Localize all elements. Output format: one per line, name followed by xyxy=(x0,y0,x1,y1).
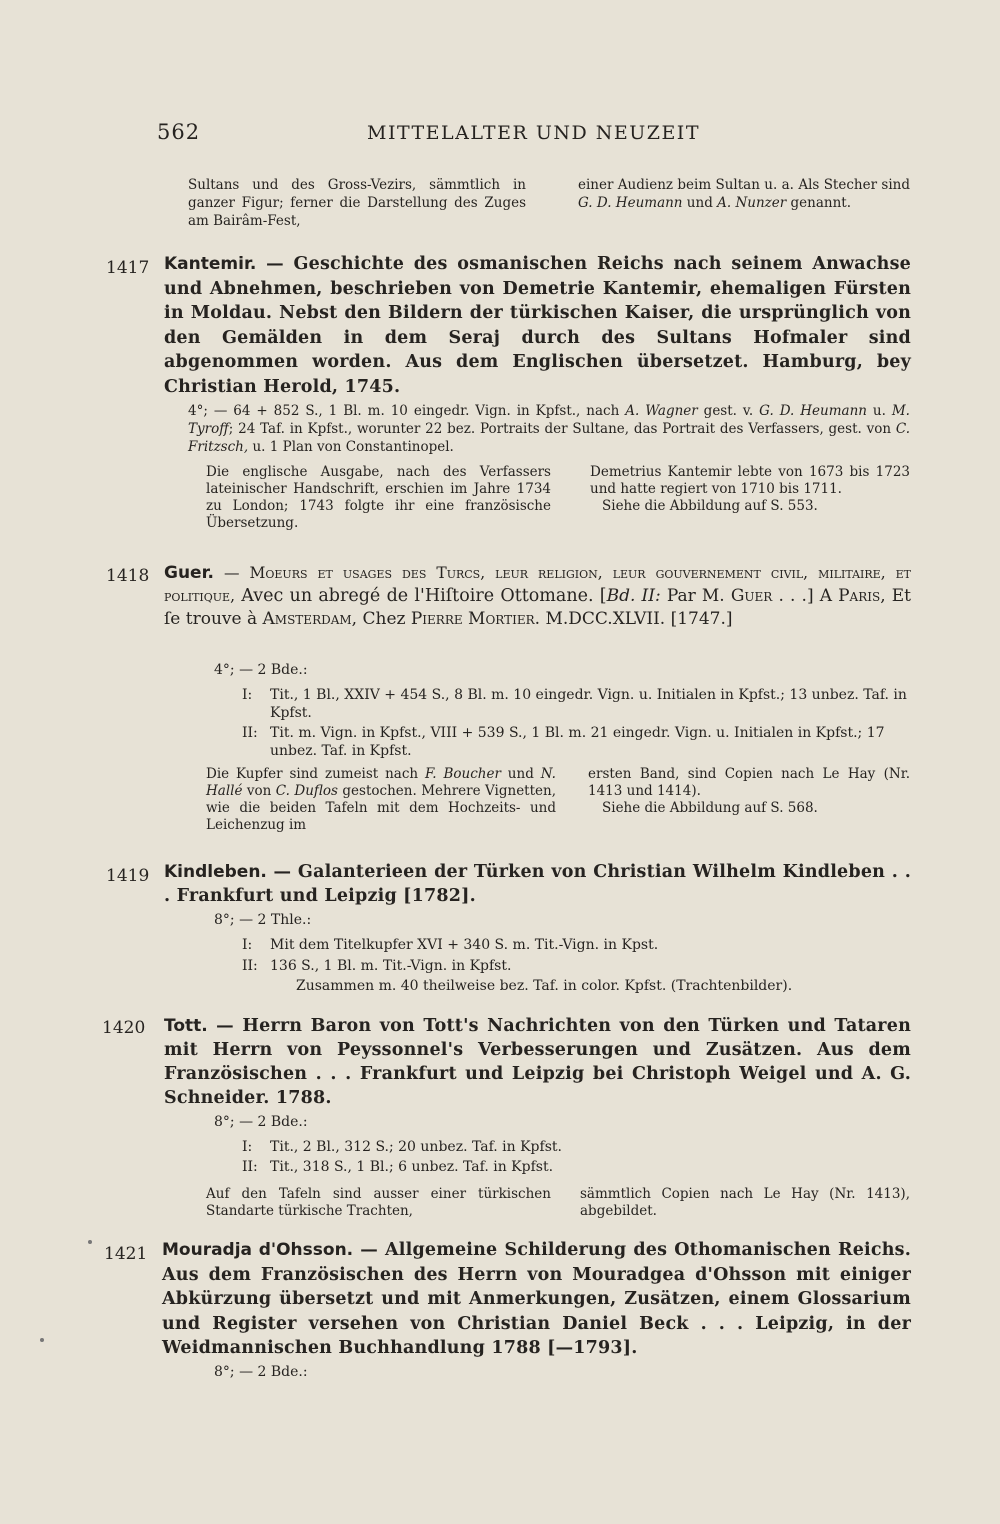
continuation-note xyxy=(188,176,910,236)
running-header xyxy=(157,120,907,154)
entry-heading xyxy=(164,860,911,908)
print-mark xyxy=(88,1240,92,1244)
entry-number: 1417 xyxy=(106,258,150,278)
entry-1420: 1420 Tott. — Herrn Baron von Tott's Nachrichten von den Türken und Tataren mit Herrn von Peyssonnel's Verbesserungen und Zusätzen. Aus dem Französischen . . . Frankfurt und Leipzig bei Christoph Weigel und A. G. Schneider. 1788. 8°; — 2 Bde.: I: Tit., 2 Bl., 312 S.; 20 unbez. Taf. in Kpfst. II: Tit., 318 S., 1 Bl.; 6 unbez. Taf. in Kpfst. Auf den Tafeln sind ausser einer türkischen Standarte türkische Trachten, sämmtlich Copien nach Le Hay (Nr. 1413), abgebildet. xyxy=(106,1014,911,1229)
entry-1419: 1419 Kindleben. — Galanterieen der Türken von Christian Wilhelm Kindleben . . . Frankfurt und Leipzig [1782]. 8°; — 2 Thle.: I: Mit dem Titelkupfer XVI + 340 S. m. Tit.-Vign. in Kpst. II: 136 S., 1 Bl. m. Tit.-Vign. in Kpfst. Zusammen m. 40 theilweise bez. Taf. in color. Kpfst. (Trachtenbilder). xyxy=(106,862,911,994)
running-title: MITTELALTER UND NEUZEIT xyxy=(367,122,700,144)
entry-summary: Zusammen m. 40 theilweise bez. Taf. in color. Kpfst. (Trachtenbilder). xyxy=(296,978,793,994)
note-right: Demetrius Kantemir lebte von 1673 bis 1723 und hatte regiert von 1710 bis 1711. Siehe die Abbildung auf S. 553. xyxy=(590,464,910,514)
entry-number: 1421 xyxy=(104,1244,148,1264)
entry-heading: Guer. — Moeurs et usages des Turcs, leur religion, leur gouvernement civil, militaire, et politique, Avec un abregé de l'Hiſtoire Ottomane. [Bd. II: Par M. Guer . . .] A Paris, Et ſe trouve à Amsterdam, Chez Pierre Mortier. M.DCC.XLVII. [1747.] xyxy=(164,563,911,629)
entry-format: 8°; — 2 Thle.: xyxy=(214,912,312,928)
entry-title: — Herrn Baron von Tott's Nachrichten von den Türken und Tataren mit Herrn von Peyssonnel's Verbesserungen und Zusätzen. Aus dem Französischen . . . Frankfurt und Leipzig bei Christoph Weigel und A. G. Schneider. 1788. xyxy=(164,1016,911,1108)
entry-title: — Galanterieen der Türken von Christian Wilhelm Kindleben . . . Frankfurt und Leipzig [1782]. xyxy=(164,862,911,906)
continuation-right: einer Audienz beim Sultan u. a. Als Stecher sind G. D. Heumann und A. Nunzer genannt. xyxy=(578,177,910,211)
entry-notes xyxy=(206,766,910,841)
entry-format: 4°; — 64 + 852 S., 1 Bl. m. 10 eingedr. Vign. in Kpfst., nach A. Wagner gest. v. G. D. Heumann u. M. Tyroff; 24 Taf. in Kpfst., worunter 22 bez. Portraits der Sultane, das Portrait des Verfassers, gest. von C. Fritzsch, u. 1 Plan von Constantinopel. xyxy=(188,403,910,455)
author-name: Kindleben. xyxy=(164,862,267,882)
entry-title: — Allgemeine Schilderung des Othomanischen Reichs. Aus dem Französischen des Herrn von Mouradgea d'Ohsson mit einiger Abkürzung übersetzt und mit Anmerkungen, Zusätzen, einem Glossarium und Register versehen von Christian Daniel Beck . . . Leipzig, in der Weidmannischen Buchhandlung 1788 [—1793]. xyxy=(162,1240,911,1358)
entry-notes xyxy=(206,1186,910,1226)
note-left: Die Kupfer sind zumeist nach F. Boucher und N. Hallé von C. Duflos gestochen. Mehrere Vignetten, wie die beiden Tafeln mit dem Hochzeits- und Leichenzug im xyxy=(206,766,557,833)
author-name: Kantemir. xyxy=(164,254,257,274)
author-name: Mouradja d'Ohsson. xyxy=(162,1240,354,1260)
entry-number: 1418 xyxy=(106,566,150,586)
entry-heading xyxy=(162,1238,911,1361)
entry-format: 4°; — 2 Bde.: xyxy=(214,662,308,678)
entry-notes xyxy=(206,464,910,544)
entry-number: 1420 xyxy=(102,1018,146,1038)
entry-1421 xyxy=(106,1238,911,1388)
continuation-left: Sultans und des Gross-Vezirs, sämmtlich in ganzer Figur; ferner die Darstellung des Zuges am Bairâm-Fest, xyxy=(188,177,526,229)
entry-format: 8°; — 2 Bde.: xyxy=(214,1114,308,1130)
page-number: 562 xyxy=(157,120,201,144)
entry-heading xyxy=(164,1014,911,1110)
note-right: sämmtlich Copien nach Le Hay (Nr. 1413), abgebildet. xyxy=(580,1186,910,1219)
note-right: ersten Band, sind Copien nach Le Hay (Nr. 1413 und 1414). Siehe die Abbildung auf S. 568. xyxy=(588,766,910,816)
author-name: Guer. xyxy=(164,563,215,583)
entry-1417 xyxy=(106,252,911,602)
entry-title: — Geschichte des osmanischen Reichs nach seinem Anwachse und Abnehmen, beschrieben von Demetrie Kantemir, ehemaligen Fürsten in Moldau. Nebst den Bildern der türkischen Kaiser, die ursprünglich von den Gemälden in dem Seraj durch des Sultans Hofmaler sind abgenommen worden. Aus dem Englischen übersetzet. Hamburg, bey Christian Herold, 1745. xyxy=(164,254,911,397)
entry-heading xyxy=(164,252,911,399)
entry-format: 8°; — 2 Bde.: xyxy=(214,1364,308,1380)
print-mark xyxy=(40,1338,44,1342)
author-name: Tott. xyxy=(164,1016,208,1036)
entry-number: 1419 xyxy=(106,866,150,886)
note-left: Auf den Tafeln sind ausser einer türkischen Standarte türkische Trachten, xyxy=(206,1186,551,1219)
note-left: Die englische Ausgabe, nach des Verfassers lateinischer Handschrift, erschien im Jahre 1734 zu London; 1743 folgte ihr eine französische Übersetzung. xyxy=(206,464,551,531)
entry-1418: 1418 Guer. — Moeurs et usages des Turcs, leur religion, leur gouvernement civil, militaire, et politique, Avec un abregé de l'Hiſtoire Ottomane. [Bd. II: Par M. Guer . . .] A Paris, Et ſe trouve à Amsterdam, Chez Pierre Mortier. M.DCC.XLVII. [1747.] 4°; — 2 Bde.: I: Tit., 1 Bl., XXIV + 454 S., 8 Bl. m. 10 eingedr. Vign. u. Initialen in Kpfst.; 13 unbez. Taf. in Kpfst. II: Tit. m. Vign. in Kpfst., VIII + 539 S., 1 Bl. m. 21 eingedr. Vign. u. Initialen in Kpfst.; 17 unbez. Taf. in Kpfst. Die Kupfer sind zumeist nach F. Boucher und N. Hallé von C. Duflos gestochen. Mehrere Vignetten, wie die beiden Tafeln mit dem Hochzeits- und Leichenzug im ersten Band, sind Copien nach Le Hay (Nr. 1413 und 1414). Siehe die Abbildung auf S. 568. xyxy=(106,562,911,852)
